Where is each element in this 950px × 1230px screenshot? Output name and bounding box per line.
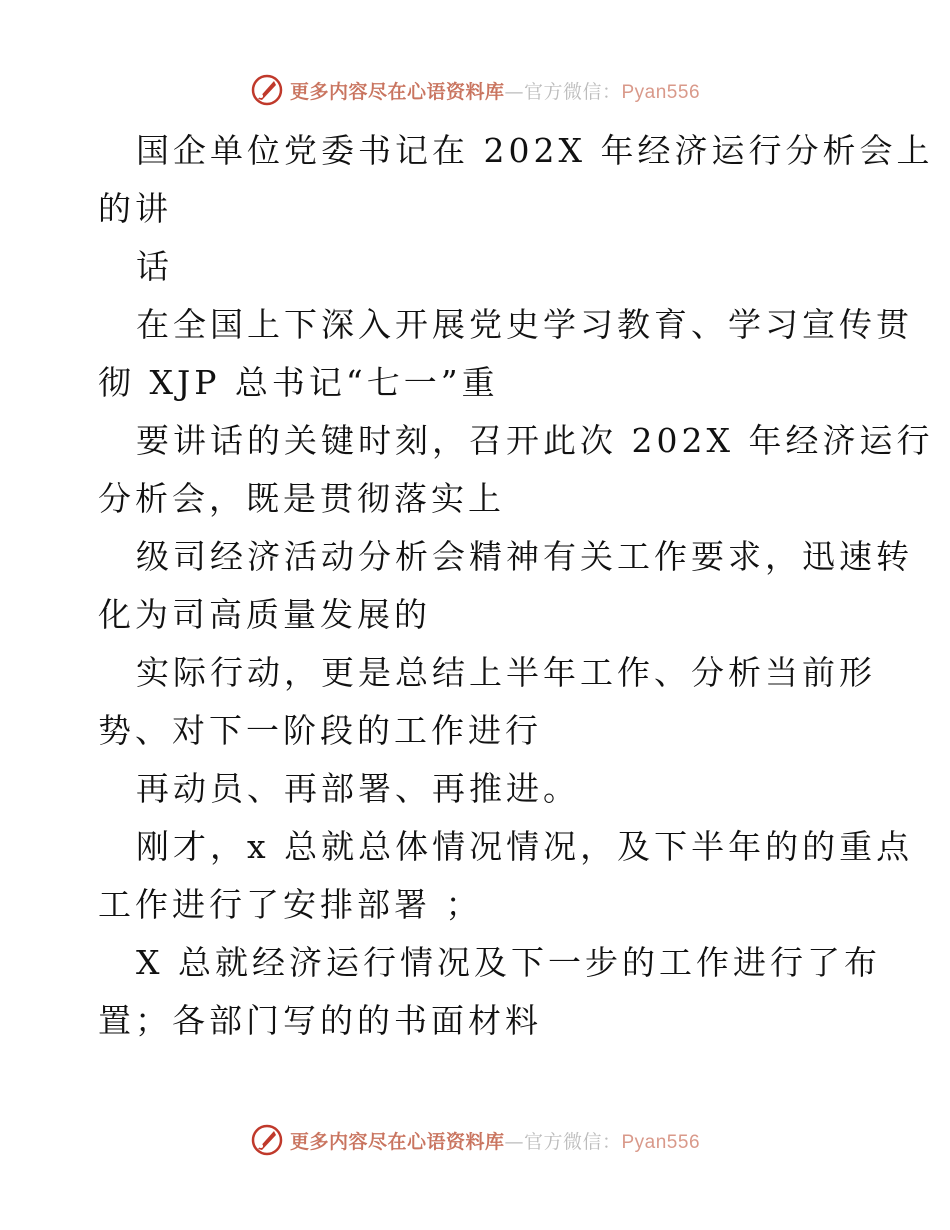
text-line: 彻 XJP 总书记“七一”重 [98, 363, 499, 402]
text-line: 国企单位党委书记在 202X 年经济运行分析会上 [136, 131, 934, 170]
watermark-separator: — [504, 80, 524, 103]
watermark-separator: — [504, 1130, 524, 1153]
watermark-text [290, 1127, 700, 1154]
text-line: 话 [136, 247, 173, 286]
watermark-wechat-id: Pyan556 [621, 81, 701, 103]
watermark-wechat-label: 官方微信： [523, 1130, 622, 1153]
text-line: 实际行动，更是总结上半年工作、分析当前形 [136, 653, 876, 692]
watermark-brand: 更多内容尽在心语资料库 [289, 80, 505, 103]
watermark-wechat-id: Pyan556 [621, 1131, 701, 1153]
text-line: 再动员、再部署、再推进。 [136, 769, 580, 808]
quill-logo-icon [250, 1123, 284, 1157]
header-watermark [0, 70, 950, 110]
text-line: 势、对下一阶段的工作进行 [98, 711, 542, 750]
text-line: 化为司高质量发展的 [98, 595, 431, 634]
document-body [98, 122, 934, 1050]
watermark-text [290, 77, 700, 104]
text-line: 的讲 [98, 189, 172, 228]
text-line: 要讲话的关键时刻，召开此次 202X 年经济运行 [136, 421, 934, 460]
quill-logo-icon [250, 73, 284, 107]
text-line: 分析会，既是贯彻落实上 [98, 479, 505, 518]
footer-watermark [0, 1120, 950, 1160]
text-line: 级司经济活动分析会精神有关工作要求，迅速转 [136, 537, 913, 576]
text-line: 在全国上下深入开展党史学习教育、学习宣传贯 [136, 305, 913, 344]
text-line: 刚才，x 总就总体情况情况，及下半年的的重点 [136, 827, 914, 866]
text-line: 置；各部门写的的书面材料 [98, 1001, 542, 1040]
watermark-brand: 更多内容尽在心语资料库 [289, 1130, 505, 1153]
text-line: 工作进行了安排部署 ； [98, 885, 483, 924]
watermark-wechat-label: 官方微信： [523, 80, 622, 103]
text-line: X 总就经济运行情况及下一步的工作进行了布 [136, 943, 881, 982]
